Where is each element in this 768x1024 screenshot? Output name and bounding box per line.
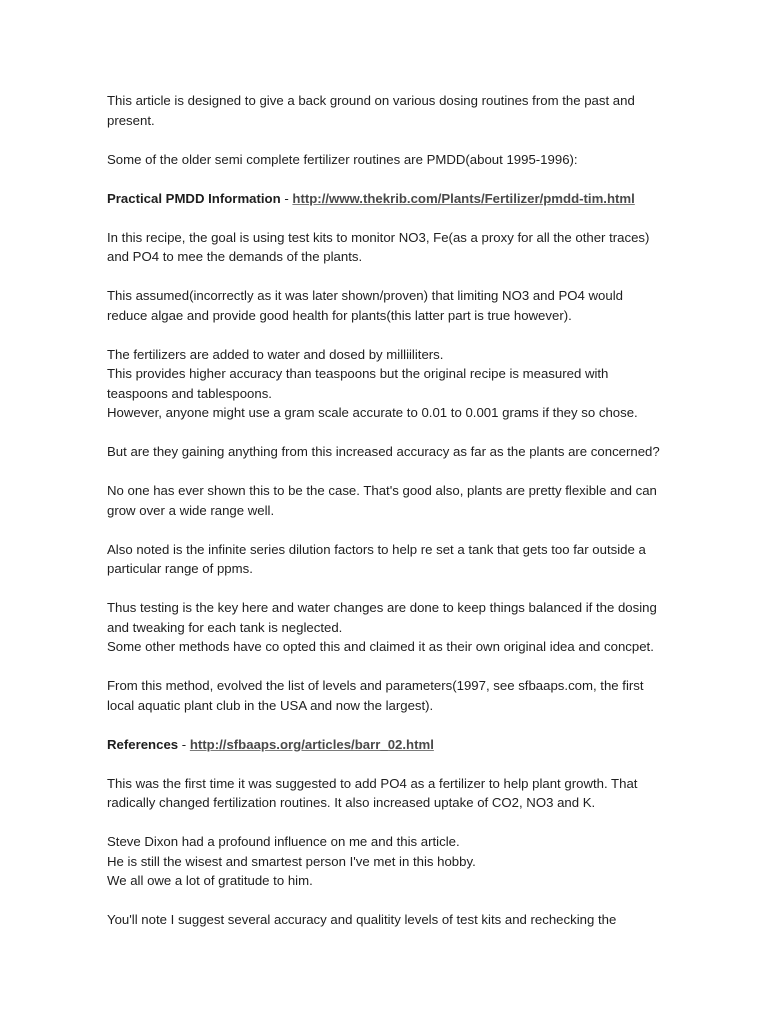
separator: - xyxy=(280,190,293,206)
references-paragraph xyxy=(107,735,667,755)
text-line: From this method, evolved the list of levels and parameters(1997, see sfbaaps.com, the first xyxy=(107,678,644,693)
text-line: The fertilizers are added to water and dosed by milliiliters. xyxy=(107,346,444,362)
references-line xyxy=(107,735,667,755)
text-line: He is still the wisest and smartest person I've met in this hobby. xyxy=(107,853,476,869)
references-link[interactable]: http://sfbaaps.org/articles/barr_02.html xyxy=(189,736,434,752)
first-time-paragraph xyxy=(107,774,667,813)
text-line: This assumed(incorrectly as it was later shown/proven) that limiting NO3 and PO4 would xyxy=(107,288,623,303)
text-line: This provides higher accuracy than teaspoons but the original recipe is measured with xyxy=(107,366,609,381)
text-line: In this recipe, the goal is using test kits to monitor NO3, Fe(as a proxy for all the other traces) xyxy=(107,229,650,245)
evolved-paragraph xyxy=(107,676,667,715)
text-line: Some other methods have co opted this and claimed it as their own original idea and concpet. xyxy=(107,639,654,654)
pmdd-reference-line xyxy=(107,189,667,209)
separator: - xyxy=(178,736,190,752)
text-line: Thus testing is the key here and water changes are done to keep things balanced if the dosing xyxy=(107,600,657,615)
text-line: We all owe a lot of gratitude to him. xyxy=(107,873,313,888)
text-line: teaspoons and tablespoons. xyxy=(107,385,272,401)
text-line: However, anyone might use a gram scale accurate to 0.01 to 0.001 grams if they so chose. xyxy=(107,405,638,420)
text-line: radically changed fertilization routines. It also increased uptake of CO2, NO3 and K. xyxy=(107,795,596,810)
text-line: particular range of ppms. xyxy=(107,561,253,576)
document-page xyxy=(107,91,667,949)
text-line: local aquatic plant club in the USA and now the largest). xyxy=(107,697,434,713)
pmdd-link[interactable]: http://www.thekrib.com/Plants/Fertilizer/pmdd-tim.html xyxy=(292,190,635,206)
intro-paragraph xyxy=(107,91,667,130)
recipe-paragraph xyxy=(107,228,667,267)
text-line: This was the first time it was suggested to add PO4 as a fertilizer to help plant growth. That xyxy=(107,775,638,791)
text-line: grow over a wide range well. xyxy=(107,502,275,518)
text-line: This article is designed to give a back ground on various dosing routines from the past and xyxy=(107,93,635,108)
dilution-paragraph xyxy=(107,540,667,579)
text-line: No one has ever shown this to be the case. That's good also, plants are pretty flexible and can xyxy=(107,483,657,498)
text-line: Also noted is the infinite series dilution factors to help re set a tank that gets too far outside a xyxy=(107,541,646,557)
pmdd-reference-label: Practical PMDD Information xyxy=(107,190,281,206)
text-line: present. xyxy=(107,112,155,128)
testing-paragraph xyxy=(107,598,667,657)
pmdd-reference-paragraph xyxy=(107,189,667,209)
text-line: But are they gaining anything from this increased accuracy as far as the plants are concerned? xyxy=(107,444,660,459)
text-line: reduce algae and provide good health for plants(this latter part is true however). xyxy=(107,307,572,323)
fertilizers-paragraph xyxy=(107,345,667,423)
text-line: and tweaking for each tank is neglected. xyxy=(107,619,343,635)
assumed-paragraph xyxy=(107,286,667,325)
text-line: Some of the older semi complete fertilizer routines are PMDD(about 1995-1996): xyxy=(107,151,578,167)
note-paragraph xyxy=(107,910,667,930)
references-label: References xyxy=(107,736,179,752)
text-line: Steve Dixon had a profound influence on me and this article. xyxy=(107,834,460,849)
no-one-paragraph xyxy=(107,481,667,520)
text-line: and PO4 to mee the demands of the plants. xyxy=(107,249,363,264)
text-line: You'll note I suggest several accuracy and qualitity levels of test kits and rechecking the xyxy=(107,912,617,927)
dixon-paragraph xyxy=(107,832,667,891)
older-routines-paragraph xyxy=(107,150,667,170)
question-paragraph xyxy=(107,442,667,462)
